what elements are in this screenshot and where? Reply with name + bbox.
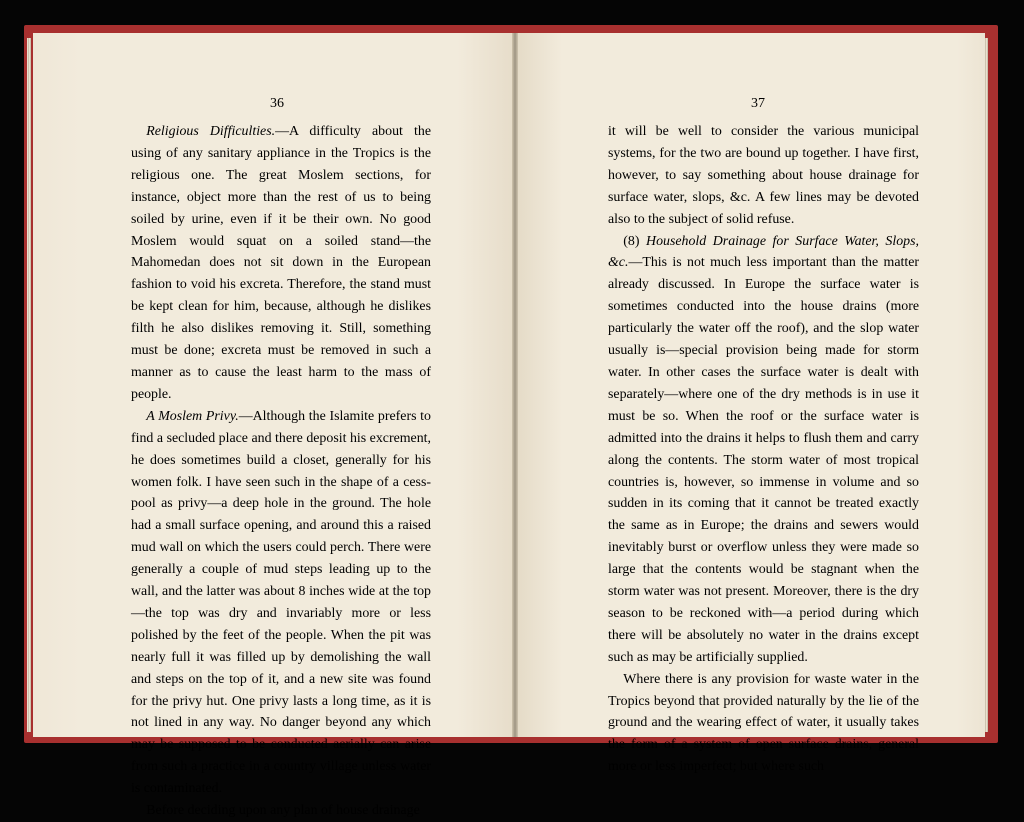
paragraph [131, 121, 431, 406]
paragraph-text: Before deciding upon any plan of house drainage [146, 803, 420, 819]
paragraph [131, 406, 431, 800]
right-page-number: 37 [751, 96, 765, 111]
paragraph [608, 231, 919, 669]
book-gutter [512, 33, 518, 737]
paragraph-heading: A Moslem Privy. [146, 408, 239, 424]
paragraph-text: Where there is any provision for waste water in the Tropics beyond that provided naturally by the lie of the ground and the wearing effect of water, it usually takes the form of a system of open surface drains, general more or less imperfect; but where such [608, 671, 919, 775]
paragraph-prefix: (8) [623, 233, 647, 249]
left-page-edges [27, 38, 31, 732]
paragraph [608, 121, 919, 231]
paragraph-heading: Household Drainage for Surface Water, Slops, &c. [608, 233, 919, 271]
left-page-body [131, 121, 431, 822]
paragraph-text: —Although the Islamite prefers to find a secluded place and there deposit his excrement, he does sometimes build a closet, generally for his women folk. I have seen such in the shape of a cess-pool as privy—a deep hole in the ground. The hole had a small surface opening, and around this a raised mud wall on which the users could perch. There were generally a couple of mud steps leading up to the wall, and the latter was about 8 inches wide at the top—the top was dry and invariably more or less polished by the feet of the people. When the pit was nearly full it was filled up by demolishing the wall and steps on the top of it, and a new site was found for the privy hut. One privy lasts a long time, as it is not lined in any way. No danger beyond any which may be supposed to be conducted aerially can arise from such a practice in a country village unless water is contaminated. [131, 408, 431, 797]
paragraph-text: it will be well to consider the various municipal systems, for the two are bound up together. I have first, however, to say something about house drainage for surface water, slops, &c. A few lines may be devoted also to the subject of solid refuse. [608, 124, 919, 227]
paragraph [131, 800, 431, 822]
paragraph-heading: Religious Difficulties. [146, 124, 276, 139]
left-page-number: 36 [270, 96, 284, 111]
right-page-body [608, 121, 919, 778]
paragraph-text: —This is not much less important than the matter already discussed. In Europe the surface water is sometimes conducted into the house drains (more particularly the water off the roof), and the slop water usually is—special provision being made for storm water. In other cases the surface water is dealt with separately—where one of the dry methods is in use it must be so. When the roof or the surface water is admitted into the drains it helps to flush them and carry along the contents. The storm water of most tropical countries is, however, so immense in volume and so sudden in its coming that it cannot be treated exactly the same as in Europe; the drains and sewers would inevitably burst or overflow unless they were made so large that the contents would be stagnant when the storm water was not present. Moreover, there is the dry season to be reckoned with—a period during which there will be absolutely no water in the drains except such as may be artificially supplied. [608, 255, 919, 665]
paragraph [608, 669, 919, 779]
paragraph-text: —A difficulty about the using of any sanitary appliance in the Tropics is the religious one. The great Moslem sections, for instance, object more than the rest of us to being soiled by urine, even if it be their own. No good Moslem would squat on a soiled stand—the Mahomedan does not sit down in the European fashion to void his excreta. Therefore, the stand must be kept clean for him, because, although he dislikes filth he also dislikes removing it. Still, something must be done; excreta must be removed in such a manner as to cause the least harm to the mass of people. [131, 124, 431, 402]
